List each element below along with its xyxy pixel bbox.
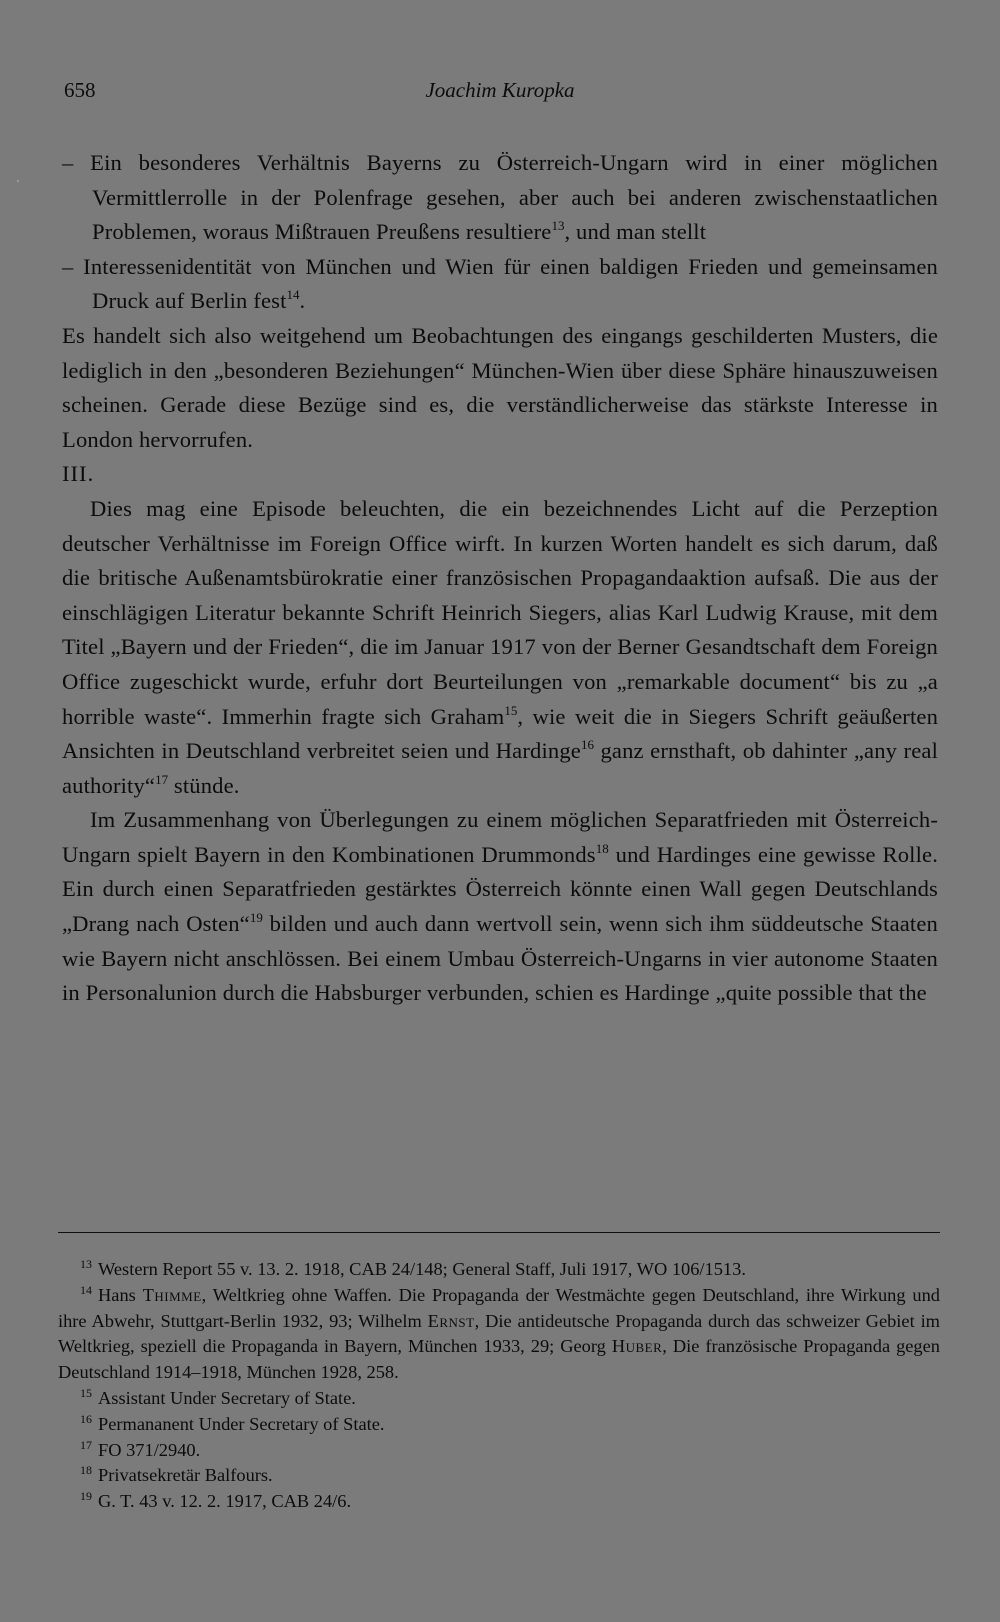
footnote: [58, 1463, 940, 1489]
paragraph-text: , wie weit die in Siegers Schrift geäußerten Ansichten in Deutschland verbreitet seien und Hardinge: [62, 703, 939, 764]
footnote-ref: 18: [595, 840, 609, 856]
list-item: [62, 250, 938, 319]
paragraph: Es handelt sich also weitgehend um Beobachtungen des eingangs geschilderten Musters, die lediglich in den „besonderen Beziehungen“ München-Wien über diese Sphäre hinauszuweisen scheinen. Gerade diese Bezüge sind es, die verständlicherweise das stärkste Interesse in London hervorrufen.: [62, 322, 938, 452]
paragraph: [62, 803, 938, 1011]
list-item-text: – Interessenidentität von München und Wien für einen baldigen Frieden und gemeinsamen Druck auf Berlin fest: [62, 253, 938, 314]
footnotes: [58, 1257, 940, 1515]
footnote-mark: 13: [80, 1257, 92, 1271]
page-number: 658: [64, 78, 96, 102]
footnote-mark: 19: [80, 1489, 92, 1504]
footnote-text: Hans: [98, 1284, 143, 1305]
paragraph-text: ganz ernsthaft, ob dahinter „any real authority“: [62, 738, 938, 798]
author-name: Huber: [611, 1336, 663, 1357]
footnote-text: , Die antideutsche Propaganda durch das schweizer Gebiet im Weltkrieg, speziell die Propaganda in Bayern, München 1933, 29; Georg: [58, 1310, 940, 1357]
running-head: Joachim Kuropka: [425, 78, 575, 102]
list-item: [62, 146, 938, 250]
paragraph: [62, 492, 938, 803]
footnote-text: , Die französische Propaganda gegen Deutschland 1914–1918, München 1928, 258.: [58, 1336, 940, 1383]
footnote: [58, 1412, 940, 1438]
paragraph-text: stünde.: [168, 772, 240, 798]
section-heading: III.: [62, 461, 95, 487]
list-item-tail: .: [299, 288, 306, 314]
main-text: [62, 146, 938, 1011]
footnote: [58, 1438, 940, 1464]
footnote-mark: 14: [80, 1282, 92, 1297]
footnote: [58, 1489, 940, 1515]
footnote-mark: 15: [80, 1385, 92, 1400]
footnote-ref: 16: [581, 737, 594, 753]
footnote-text: Assistant Under Secretary of State.: [98, 1387, 356, 1408]
list-item-text: – Ein besonderes Verhältnis Bayerns zu Österreich-Ungarn wird in einer möglichen Vermittlerrolle in der Polenfrage gesehen, aber auch bei anderen zwischenstaatlichen Problemen, woraus Mißtrauen Preußens resultiere: [62, 150, 938, 245]
footnote-ref: 19: [249, 910, 263, 926]
paragraph-text: und Hardinges eine gewisse Rolle. Ein durch einen Separatfrieden gestärktes Österreich könnte einen Wall gegen Deutschlands „Drang nach Osten“: [62, 841, 939, 937]
footnote-ref: 15: [504, 702, 518, 718]
footnote: [58, 1386, 940, 1412]
paragraph-text: Dies mag eine Episode beleuchten, die ein bezeichnendes Licht auf die Perzeption deutscher Verhältnisse im Foreign Office wirft. In kurzen Worten handelt es sich darum, daß die britische Außenamtsbürokratie einer französischen Propagandaaktion aufsaß. Die aus der einschlägigen Literatur bekannte Schrift Heinrich Siegers, alias Karl Ludwig Krause, mit dem Titel „Bayern und der Frieden“, die im Januar 1917 von der Berner Gesandtschaft dem Foreign Office zugeschickt wurde, erfuhr dort Beurteilungen von „remarkable document“ bis zu „a horrible waste“. Immerhin fragte sich Graham: [62, 495, 938, 729]
footnote-mark: 18: [80, 1463, 92, 1478]
footnote-text: , Weltkrieg ohne Waffen. Die Propaganda der Westmächte gegen Deutschland, ihre Wirkung und ihre Abwehr, Stuttgart-Berlin 1932, 93; Wilhelm: [58, 1284, 940, 1331]
footnote-text: Privatsekretär Balfours.: [98, 1465, 273, 1486]
footnote-text: G. T. 43 v. 12. 2. 1917, CAB 24/6.: [98, 1491, 352, 1512]
footnote-text: Western Report 55 v. 13. 2. 1918, CAB 24/148; General Staff, Juli 1917, WO 106/1513.: [98, 1259, 746, 1279]
author-name: Thimme: [142, 1284, 202, 1305]
footnote-mark: 16: [80, 1411, 92, 1426]
footnote-ref: 14: [286, 287, 300, 303]
footnote-ref: 17: [155, 771, 169, 787]
paragraph-text: bilden und auch dann wertvoll sein, wenn sich ihm süddeutsche Staaten wie Bayern nicht anschlössen. Bei einem Umbau Österreich-Ungarns in vier autonome Staaten in Personalunion durch die Habsburger verbunden, schien es Hardinge „quite possible that the: [62, 911, 938, 1006]
footnote-mark: 17: [80, 1437, 92, 1452]
footnote-ref: 13: [551, 218, 565, 234]
paragraph-text: Im Zusammenhang von Überlegungen zu einem möglichen Separatfrieden mit Österreich-Ungarn spielt Bayern in den Kombinationen Drummonds: [62, 807, 938, 867]
footnote: [58, 1283, 940, 1386]
page-header: [64, 72, 936, 108]
footnote-rule: [58, 1232, 940, 1233]
list-item-tail: , und man stellt: [564, 219, 707, 245]
footnote-text: Permananent Under Secretary of State.: [98, 1413, 385, 1434]
footnote-text: FO 371/2940.: [98, 1439, 201, 1460]
author-name: Ernst: [427, 1310, 475, 1331]
footnote: [58, 1257, 940, 1283]
scan-speck: [17, 180, 19, 182]
